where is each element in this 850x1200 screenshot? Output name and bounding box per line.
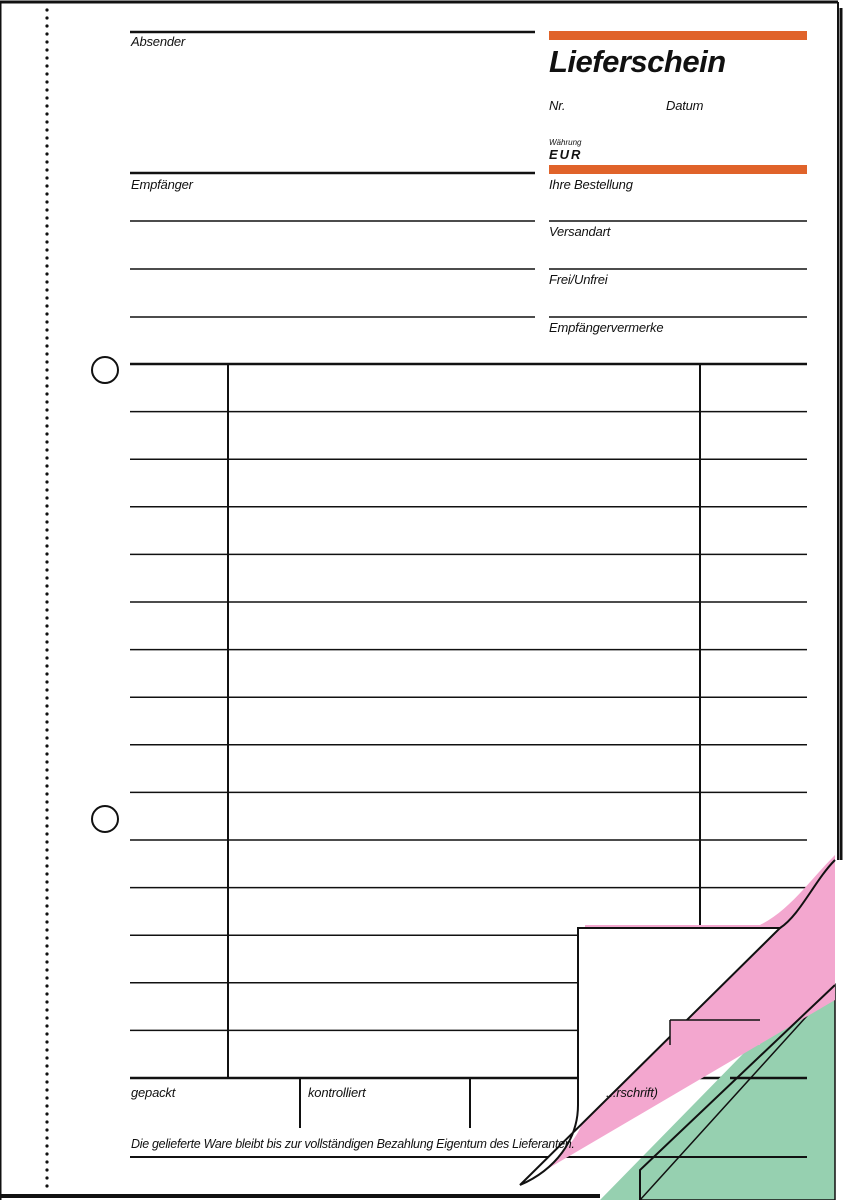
packed-label: gepackt (131, 1085, 176, 1100)
sender-label: Absender (131, 34, 186, 49)
punch-hole-top (92, 357, 118, 383)
recipient-label: Empfänger (131, 177, 193, 192)
footer-note: Die gelieferte Ware bleibt bis zur vollständigen Bezahlung Eigentum des Lieferanten. (131, 1137, 575, 1151)
freight-label: Frei/Unfrei (549, 272, 608, 287)
punch-hole-bottom (92, 806, 118, 832)
number-label: Nr. (549, 98, 566, 113)
signature-label: ...rschrift) (606, 1085, 658, 1100)
recipient-notes-label: Empfängervermerke (549, 320, 664, 335)
date-label: Datum (666, 98, 704, 113)
accent-bar-top (549, 31, 807, 40)
order-label: Ihre Bestellung (549, 177, 633, 192)
accent-bar-bottom (549, 165, 807, 174)
currency-label: Währung (549, 138, 582, 147)
checked-label: kontrolliert (308, 1085, 366, 1100)
currency-value: EUR (549, 147, 583, 162)
page-title: Lieferschein (549, 44, 726, 79)
shipping-label: Versandart (549, 224, 611, 239)
